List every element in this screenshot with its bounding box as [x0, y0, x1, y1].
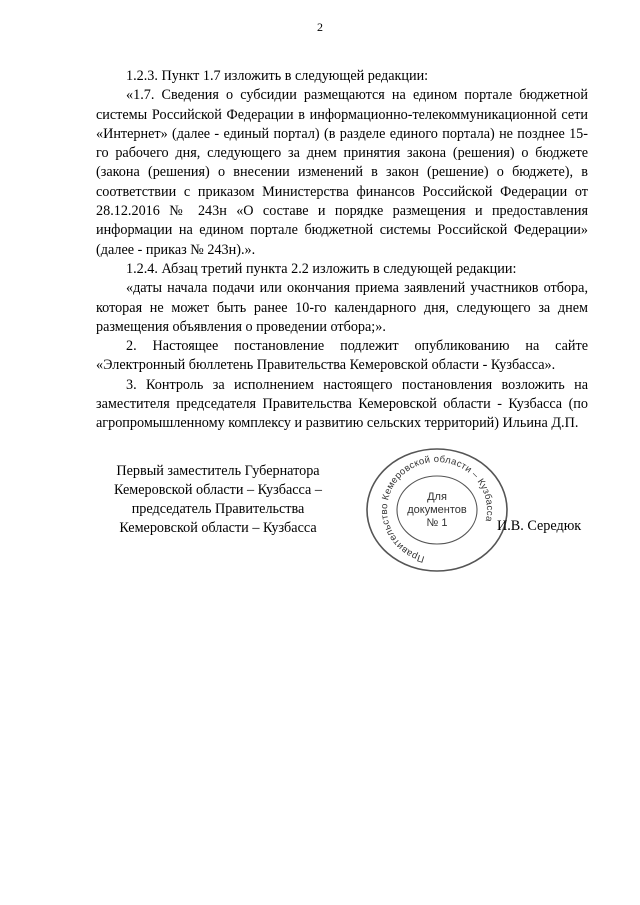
paragraph-2-2-quote: «даты начала подачи или окончания приема заявлений участников отбора, которая не может быть ранее 10-го календарного дня, следующего за днем размещения объявления о проведении отбора;».: [96, 280, 588, 335]
signatory-position: [100, 462, 336, 538]
paragraph-publication: 2. Настоящее постановление подлежит опубликованию на сайте «Электронный бюллетень Правительства Кемеровской области - Кузбасса».: [96, 338, 588, 374]
page-number: 2: [317, 20, 323, 34]
position-line: Кемеровской области – Кузбасса: [119, 520, 317, 536]
paragraph-1-2-4: 1.2.4. Абзац третий пункта 2.2 изложить в следующей редакции:: [126, 260, 517, 277]
seal-center-line: документов: [407, 504, 467, 516]
seal-center-line: Для: [427, 491, 447, 503]
position-line: Первый заместитель Губернатора: [116, 463, 320, 479]
signatory-name: И.В. Середюк: [497, 518, 582, 534]
paragraph-1-2-3: 1.2.3. Пункт 1.7 изложить в следующей редакции:: [126, 68, 429, 84]
seal-ring-text: Правительство Кемеровской области – Кузбасса: [378, 453, 496, 565]
seal-center-line: № 1: [426, 517, 448, 529]
position-line: председатель Правительства: [131, 501, 305, 517]
position-line: Кемеровской области – Кузбасса –: [114, 482, 322, 498]
paragraph-1-7-quote: «1.7. Сведения о субсидии размещаются на едином портале бюджетной системы Российской Федерации в информационно-телекоммуникационной сети «Интернет» (далее - единый портал) (в разделе единого портала) не позднее 15-го рабочего дня, следующего за днем принятия закона (решения) о бюджете (закона (решения) о внесении изменений в закон (решение) о бюджете), в соответствии с приказом Министерства финансов Российской Федерации от 28.12.2016 № 243н «О составе и порядке размещения и предоставления информации на едином портале бюджетной системы Российской Федерации» (далее - приказ № 243н).».: [96, 87, 588, 258]
document-body: [96, 67, 588, 434]
paragraph-control: 3. Контроль за исполнением настоящего постановления возложить на заместителя председателя Правительства Кемеровской области - Кузбасса (по агропромышленному комплексу и развитию сельских территорий) Ильина Д.П.: [96, 376, 588, 432]
official-seal: [362, 446, 512, 578]
